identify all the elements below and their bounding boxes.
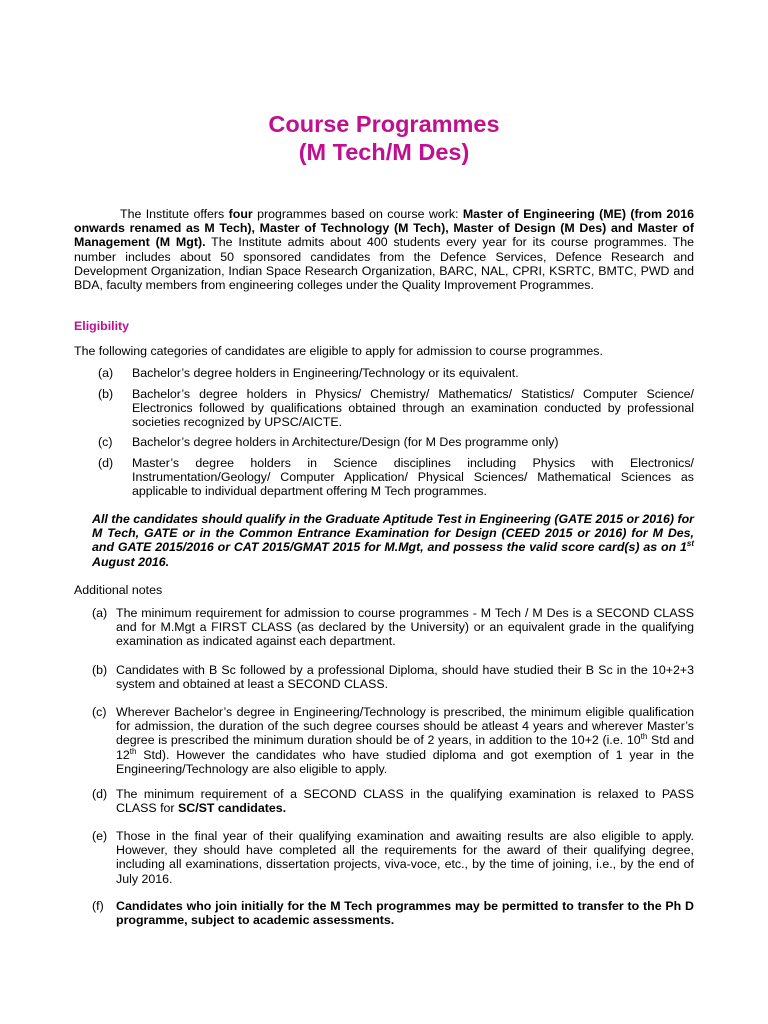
note-d-text: The minimum requirement of a SECOND CLASS in the qualifying examination is relaxed to PASS CLASS for [116,787,694,816]
title-line-2: (M Tech/M Des) [298,139,470,165]
additional-note-d [92,787,694,815]
note-text: The minimum requirement for admission to course programmes - M Tech / M Des is a SECOND CLASS and for M.Mgt a FIRST CLASS (as declared by the University) or an equivalent grade in the qualifying examination as indicated against each department. [116,606,694,649]
additional-notes-heading: Additional notes [74,583,163,597]
eligibility-item-c [98,435,694,449]
additional-note-a [92,606,694,649]
intro-paragraph [74,207,694,292]
intro-bold-2: Master of Engineering (ME) (from 2016 onwards renamed as M Tech), Master of Technology (M Tech), Master of Design (M Des) and Master of Management (M Mgt). [74,207,694,250]
gate-notice [92,512,694,569]
item-label: (b) [98,387,114,401]
item-text: Master’s degree holders in Science disciplines including Physics with Electronics/ Instrumentation/Geology/ Computer Application/ Physical Sciences/ Mathematical Sciences as applicable to individual department offering M Tech programmes. [132,456,694,499]
title-line-1: Course Programmes [268,111,500,137]
item-label: (a) [98,366,114,380]
note-label: (e) [92,829,108,843]
eligibility-lead: The following categories of candidates are eligible to apply for admission to course programmes. [74,344,603,358]
note-label: (b) [92,663,108,677]
note-label: (d) [92,787,108,801]
eligibility-heading: Eligibility [74,319,130,333]
notice-end: August 2016. [92,554,170,569]
note-c-text-3: Std). However the candidates who have studied diploma and got exemption of 1 year in the Engineering/Technology are also eligible to apply. [116,747,694,776]
additional-note-f [92,899,694,927]
item-text: Bachelor’s degree holders in Physics/ Chemistry/ Mathematics/ Statistics/ Computer Science/ Electronics followed by qualifications obtained through an examination conducted by professional societies recognized by UPSC/AICTE. [132,387,694,430]
note-text: Those in the final year of their qualifying examination and awaiting results are also eligible to apply. However, they should have completed all the requirements for the award of their qualifying degree, including all examinations, dissertation projects, viva-voce, etc., by the time of joining, i.e., by the end of July 2016. [116,829,694,886]
intro-text-3: The Institute admits about 400 students every year for its course programmes. The number includes about 50 sponsored candidates from the Defence Services, Defence Research and Development Organization, Indian Space Research Organization, BARC, NAL, CPRI, KSRTC, BMTC, PWD and BDA, faculty members from engineering colleges under the Quality Improvement Programmes. [74,235,694,293]
note-c-text-1: Wherever Bachelor’s degree in Engineering/Technology is prescribed, the minimum eligible qualification for admission, the duration of the such degree courses should be atleast 4 years and wherever Master’s degree is prescribed the minimum duration should be of 2 years, in addition to the 10+2 (i.e. 10 [116,705,694,748]
note-d-bold: SC/ST candidates. [177,801,287,816]
note-c-sup-1: th [640,732,648,742]
page-title [74,110,694,166]
intro-text-2: programmes based on course work: [252,207,463,221]
eligibility-item-b [98,387,694,430]
note-text: Candidates with B Sc followed by a professional Diploma, should have studied their B Sc in the 10+2+3 system and obtained at least a SECOND CLASS. [116,663,694,692]
additional-note-b [92,663,694,691]
item-label: (d) [98,456,114,470]
note-text [116,705,694,776]
note-label: (f) [92,899,104,913]
note-text: Candidates who join initially for the M Tech programmes may be permitted to transfer to the Ph D programme, subject to academic assessments. [116,899,694,928]
note-label: (c) [92,705,107,719]
note-c-text-2: Std and 12 [116,733,694,762]
item-text: Bachelor’s degree holders in Architecture/Design (for M Des programme only) [132,435,559,449]
additional-note-c [92,705,694,776]
eligibility-item-d [98,456,694,499]
item-text: Bachelor’s degree holders in Engineering/Technology or its equivalent. [132,366,519,380]
notice-text: All the candidates should qualify in the Graduate Aptitude Test in Engineering (GATE 2015 or 2016) for M Tech, GATE or in the Common Entrance Examination for Design (CEED 2015 or 2016) for M Des, and GATE 2015/2016 or CAT 2015/GMAT 2015 for M.Mgt, and possess the valid score card(s) as on 1 [92,512,694,555]
note-label: (a) [92,606,108,620]
note-text [116,787,694,815]
intro-bold-1: four [228,207,253,221]
notice-sup: st [686,539,694,549]
eligibility-item-a [98,366,694,380]
item-label: (c) [98,435,113,449]
note-c-sup-2: th [129,746,137,756]
additional-note-e [92,829,694,886]
intro-text-1: The Institute offers [120,207,229,221]
